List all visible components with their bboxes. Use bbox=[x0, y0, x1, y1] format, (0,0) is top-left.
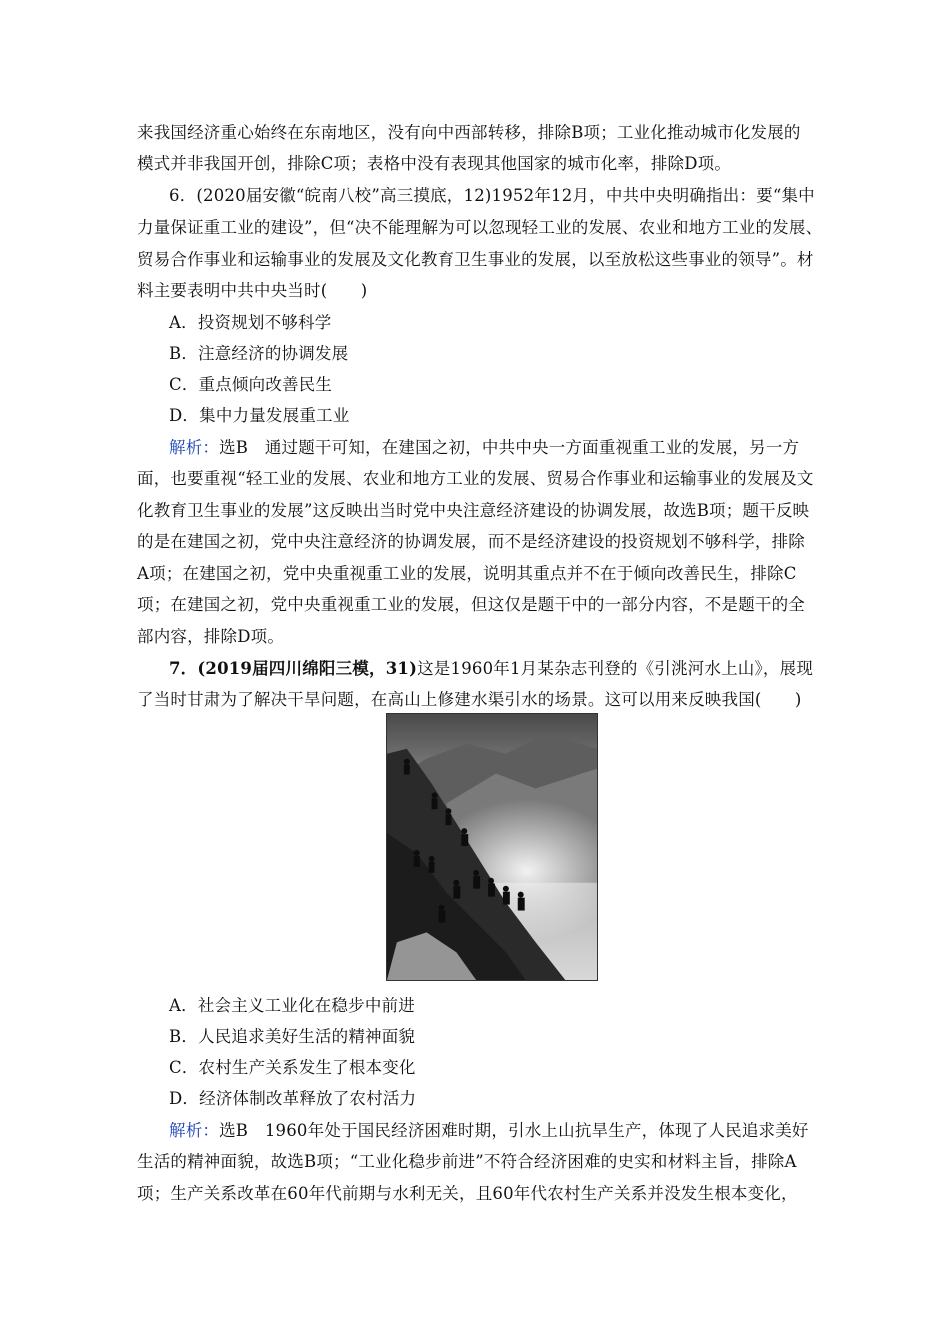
text-line: 料主要表明中共中央当时( ) bbox=[137, 281, 368, 300]
text-line: 贸易合作事业和运输事业的发展及文化教育卫生事业的发展，以至放松这些事业的领导”。材 bbox=[137, 250, 814, 269]
analysis-6 bbox=[169, 438, 849, 458]
option-b: B．人民追求美好生活的精神面貌 bbox=[169, 1027, 416, 1046]
analysis-label: 解析： bbox=[169, 1121, 220, 1140]
historical-photo bbox=[386, 713, 598, 981]
text-line: 面，也要重视“轻工业的发展、农业和地方工业的发展、贸易合作事业和运输事业的发展及文 bbox=[137, 469, 814, 488]
analysis-text: 选B 通过题干可知，在建国之初，中共中央一方面重视重工业的发展，另一方 bbox=[219, 438, 800, 457]
text-line: 项；在建国之初，党中央重视重工业的发展，但这仅是题干中的一部分内容，不是题干的全 bbox=[137, 595, 805, 614]
analysis-text: 选B 1960年处于国民经济困难时期，引水上山抗旱生产，体现了人民追求美好 bbox=[219, 1121, 809, 1140]
text-line: 的是在建国之初，党中央注意经济的协调发展，而不是经济建设的投资规划不够科学，排除 bbox=[137, 532, 805, 551]
question-6-stem: 6．(2020届安徽“皖南八校”高三摸底，12)1952年12月，中共中央明确指出：要“集中 bbox=[169, 186, 815, 205]
question-source: 7．(2019届四川绵阳三模，31) bbox=[169, 659, 418, 678]
option-a: A．社会主义工业化在稳步中前进 bbox=[169, 996, 415, 1015]
question-text: 这是1960年1月某杂志刊登的《引洮河水上山》，展现 bbox=[417, 659, 814, 678]
option-d: D．集中力量发展重工业 bbox=[169, 406, 350, 425]
text-line: 部内容，排除D项。 bbox=[137, 627, 285, 646]
text-line: 化教育卫生事业的发展”这反映出当时党中央注意经济建设的协调发展，故选B项；题干反映 bbox=[137, 501, 810, 520]
option-c: C．农村生产关系发生了根本变化 bbox=[169, 1058, 416, 1077]
question-7-stem bbox=[169, 659, 849, 679]
text-line: 项；生产关系改革在60年代前期与水利无关，且60年代农村生产关系并没发生根本变化， bbox=[137, 1184, 798, 1203]
text-line: 生活的精神面貌，故选B项；“工业化稳步前进”不符合经济困难的史实和材料主旨，排除A bbox=[137, 1152, 797, 1171]
text-line: 来我国经济重心始终在东南地区，没有向中西部转移，排除B项；工业化推动城市化发展的 bbox=[137, 123, 801, 142]
photo-illustration bbox=[387, 714, 597, 980]
analysis-label: 解析： bbox=[169, 438, 220, 457]
text-line: A项；在建国之初，党中央重视重工业的发展，说明其重点并不在于倾向改善民生，排除C bbox=[137, 564, 797, 583]
text-line: 了当时甘肃为了解决干旱问题，在高山上修建水渠引水的场景。这可以用来反映我国( ) bbox=[137, 690, 802, 709]
option-a: A．投资规划不够科学 bbox=[169, 313, 332, 332]
option-c: C．重点倾向改善民生 bbox=[169, 375, 333, 394]
option-b: B．注意经济的协调发展 bbox=[169, 344, 349, 363]
analysis-7 bbox=[169, 1121, 849, 1141]
text-line: 模式并非我国开创，排除C项；表格中没有表现其他国家的城市化率，排除D项。 bbox=[137, 154, 732, 173]
option-d: D．经济体制改革释放了农村活力 bbox=[169, 1089, 417, 1108]
text-line: 力量保证重工业的建设”，但“决不能理解为可以忽现轻工业的发展、农业和地方工业的发展、 bbox=[137, 218, 823, 237]
